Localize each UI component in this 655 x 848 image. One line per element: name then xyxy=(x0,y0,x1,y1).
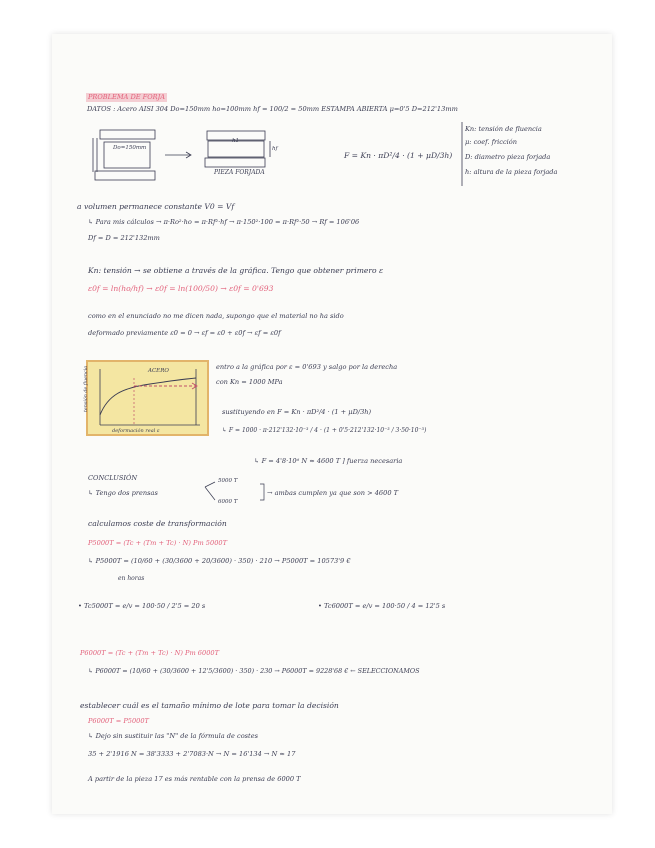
lot-heading: establecer cuál es el tamaño mínimo de lote para tomar la decisión xyxy=(80,701,339,710)
cycle-time-5000: • Tc5000T = e/v = 100·50 / 2'5 = 20 s xyxy=(78,602,206,610)
h1-label: h1 xyxy=(232,138,240,144)
data-line: DATOS : Acero AISI 304 Do=150mm ho=100mm hf = 100/2 = 50mm ESTAMPA ABIERTA μ=0'5 D=212'13mm xyxy=(87,105,458,113)
legend-item: μ: coef. fricción xyxy=(465,138,517,146)
volume-heading: a volumen permanece constante V0 = Vf xyxy=(77,202,235,211)
legend-item: Kn: tensión de fluencia xyxy=(465,125,542,133)
cost-calc-6000: ↳ P6000T = (10/60 + (30/3600 + 12'5/3600) · 350) · 230 → P6000T = 9228'68 € ← SELECCIONAMOS xyxy=(88,667,420,675)
volume-line: ↳ Para mis cálculos → π·Ro²·ho = π·Rf²·hf → π·150²·100 = π·Rf²·50 → Rf = 106'06 xyxy=(88,218,360,226)
forged-piece-label: PIEZA FORJADA xyxy=(214,169,265,176)
note-line: deformado previamente ε0 = 0 → εf = ε0 + ε0f → εf = ε0f xyxy=(88,329,281,337)
press-6000: 6000 T xyxy=(218,499,238,505)
chart-x-label: deformación real ε xyxy=(112,428,160,434)
kn-heading: Kn: tensión → se obtiene a través de la gráfica. Tengo que obtener primero ε xyxy=(88,266,384,275)
legend-item: D: diametro pieza forjada xyxy=(465,153,551,161)
chart-curve-label: ACERO xyxy=(148,368,169,374)
process-arrow xyxy=(165,152,191,158)
forging-formula: F = Kn · πD²/4 · (1 + μD/3h) xyxy=(344,151,453,160)
cost-formula-6000: P6000T = (Tc + (Tm + Tc) · N) Pm 6000T xyxy=(80,649,219,657)
legend-item: h: altura de la pieza forjada xyxy=(465,168,558,176)
cost-formula-5000: P5000T = (Tc + (Tm + Tc) · N) Pm 5000T xyxy=(88,539,227,547)
cost-heading: calculamos coste de transformación xyxy=(88,519,227,528)
page-title: PROBLEMA DE FORJA xyxy=(88,93,166,101)
substitution: sustituyendo en F = Kn · πD²/4 · (1 + μD/3h) xyxy=(222,408,372,416)
equality-note: ↳ Dejo sin sustituir las "N" de la fórmula de costes xyxy=(88,732,258,740)
lot-size-result: 35 + 2'1916 N = 38'3333 + 2'7083·N → N = 16'134 → N ≈ 17 xyxy=(88,750,296,758)
d0-label: Do=150mm xyxy=(113,145,147,151)
kn-value: con Kn = 1000 MPa xyxy=(216,378,283,386)
cost-calc-5000: ↳ P5000T = (10/60 + (30/3600 + 20/3600) · 350) · 210 → P5000T = 10573'9 € xyxy=(88,557,351,565)
df-line: Df = D = 212'132mm xyxy=(88,234,160,242)
force-result: ↳ F = 4'8·10⁶ N ≈ 4600 T ] fuerza necesaria xyxy=(254,457,403,465)
final-conclusion: A partir de la pieza 17 es más rentable con la prensa de 6000 T xyxy=(88,775,301,783)
conclusion-heading: CONCLUSIÓN xyxy=(88,474,138,482)
note-line: como en el enunciado no me dicen nada, supongo que el material no ha sido xyxy=(88,312,344,320)
press-5000: 5000 T xyxy=(218,478,238,484)
chart-reading: entro a la gráfica por ε = 0'693 y salgo por la derecha xyxy=(216,363,398,371)
force-calc: ↳ F = 1000 · π·212'132·10⁻³ / 4 · (1 + 0'5·212'132·10⁻³ / 3·50·10⁻³) xyxy=(222,427,427,434)
conclusion-result: → ambas cumplen ya que son > 4600 T xyxy=(267,489,399,497)
strain-equation: ε0f = ln(ho/hf) → ε0f = ln(100/50) → ε0f = 0'693 xyxy=(88,284,274,293)
initial-billet-diagram xyxy=(93,130,155,180)
cost-equality: P6000T = P5000T xyxy=(88,717,149,725)
hf-label: hf xyxy=(272,146,278,152)
cycle-time-6000: • Tc6000T = e/v = 100·50 / 4 = 12'5 s xyxy=(318,602,446,610)
hours-note: en horas xyxy=(118,575,145,582)
conclusion-text: ↳ Tengo dos prensas xyxy=(88,489,158,497)
chart-y-label: tensión de fluencia xyxy=(84,365,89,412)
